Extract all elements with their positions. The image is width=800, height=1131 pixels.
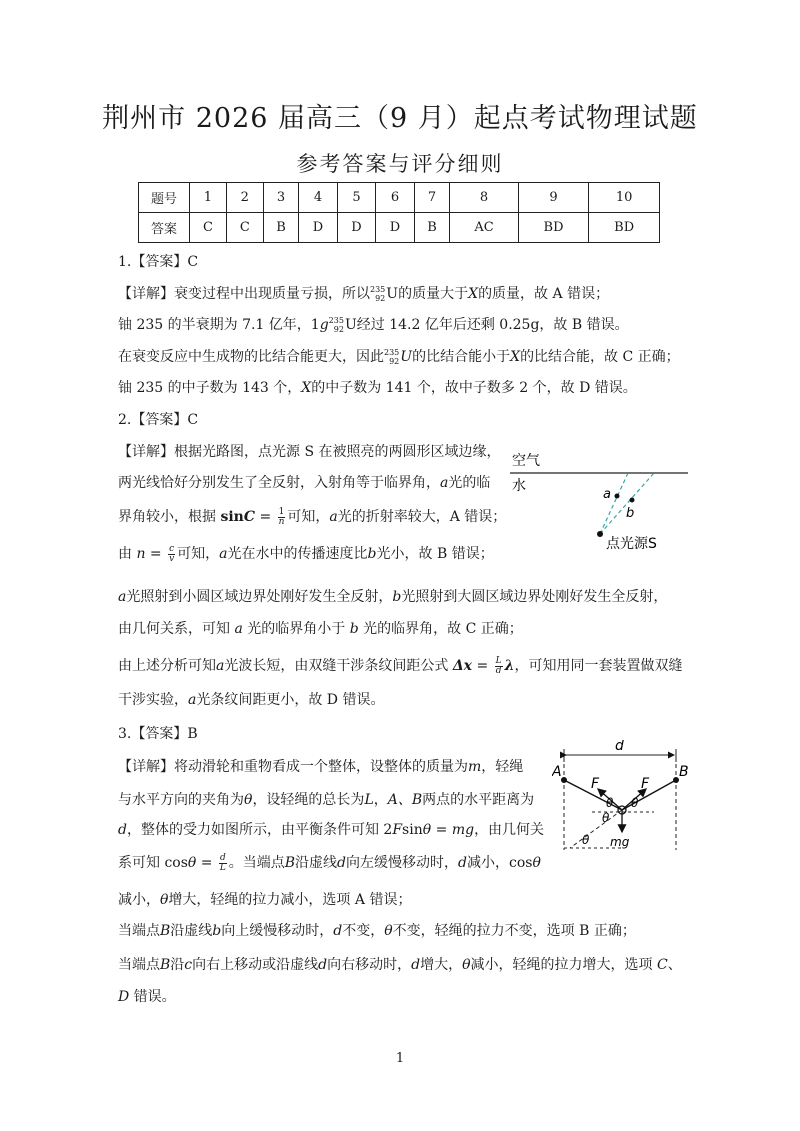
table-cell: BD xyxy=(518,213,589,243)
symbol: X xyxy=(510,349,521,365)
symbol: A、B xyxy=(387,792,423,808)
text: ，由几何关 xyxy=(474,822,545,838)
table-cell: C xyxy=(190,213,227,243)
label-theta: θ xyxy=(606,796,614,810)
page-title: 荆州市 2026 届高三（9 月）起点考试物理试题 xyxy=(102,103,698,134)
text: 当端点 xyxy=(118,957,160,973)
text: ，设轻绳的总长为 xyxy=(252,792,365,808)
text: 光在水中的传播速度比 xyxy=(227,546,368,562)
table-cell: D xyxy=(337,213,375,243)
q2-heading: 2.【答案】C xyxy=(118,412,199,428)
symbol: B xyxy=(284,855,296,871)
table-cell: 10 xyxy=(589,183,660,213)
ray-b xyxy=(600,473,654,534)
symbol: a xyxy=(440,475,449,491)
text: ， xyxy=(373,792,388,808)
isotope-numbers xyxy=(384,348,399,366)
symbol: U xyxy=(386,286,399,302)
symbol: b xyxy=(392,589,402,605)
table-cell: D xyxy=(299,213,337,243)
text: 光照射到小圆区域边界处刚好发生全反射， xyxy=(126,589,393,605)
q2-line1: 【详解】根据光路图，点光源 S 在被照亮的两圆形区域边缘， xyxy=(118,444,501,460)
symbol: d xyxy=(411,957,421,973)
isotope-numbers xyxy=(329,316,344,334)
symbol: X xyxy=(301,380,312,396)
table-row-answers xyxy=(139,213,660,243)
table-cell: B xyxy=(414,213,450,243)
page-number: 1 xyxy=(395,1051,405,1066)
text: 【详解】衰变过程中出现质量亏损，所以 xyxy=(118,286,370,302)
numerator: L xyxy=(495,655,502,666)
light-source-dot xyxy=(597,531,603,537)
q3-line8 xyxy=(118,987,176,1007)
force-diagram xyxy=(552,740,692,858)
q1-line4 xyxy=(118,378,637,398)
symbol: a xyxy=(188,692,197,708)
text: 光的临界角小于 xyxy=(242,621,350,637)
q2-line4 xyxy=(118,544,494,564)
table-row-numbers xyxy=(139,183,660,213)
numerator: c xyxy=(169,543,175,554)
refraction-diagram xyxy=(508,448,690,560)
formula: λ xyxy=(504,658,515,674)
label-B: B xyxy=(679,764,689,780)
text: 增大，轻绳的拉力减小，选项 A 错误； xyxy=(168,892,412,908)
q2-line8 xyxy=(118,690,384,710)
label-F-left: F xyxy=(591,776,600,792)
atomic-number: 92 xyxy=(389,357,400,366)
table-cell: 4 xyxy=(299,183,337,213)
text: 不变， xyxy=(342,923,385,939)
text: 向右移动时， xyxy=(327,957,412,973)
text: 向右上移动或沿虚线 xyxy=(192,957,319,973)
label-theta: θ xyxy=(602,811,610,825)
q2-line6 xyxy=(118,619,523,639)
answer-table xyxy=(138,182,660,243)
text: 、 xyxy=(667,957,682,973)
text: 两点的水平距离为 xyxy=(422,792,535,808)
text: 可知， xyxy=(177,546,220,562)
text: 光的临界角，故 C 正确； xyxy=(358,621,523,637)
symbol: b xyxy=(367,546,377,562)
symbol: a xyxy=(118,589,127,605)
label-theta: θ xyxy=(582,833,590,847)
table-cell: 1 xyxy=(190,183,227,213)
text: 减小，轻绳的拉力增大，选项 xyxy=(470,957,657,973)
q1-heading: 1.【答案】C xyxy=(118,254,199,270)
text: 由 xyxy=(118,546,137,562)
air-label: 空气 xyxy=(512,453,540,469)
denominator: v xyxy=(169,553,175,564)
q3-line7 xyxy=(118,955,682,975)
q3-line2 xyxy=(118,790,534,810)
symbol: θ xyxy=(160,892,169,908)
text: 系可知 cos xyxy=(118,855,188,871)
symbol: d xyxy=(337,855,347,871)
numerator: 1 xyxy=(278,506,285,517)
denominator: d xyxy=(495,665,502,676)
text: 干涉实验， xyxy=(118,692,188,708)
fraction xyxy=(219,854,227,873)
table-cell: D xyxy=(376,213,414,243)
source-label: 点光源S xyxy=(606,536,657,552)
point-A-dot xyxy=(561,777,567,783)
q2-line7 xyxy=(118,656,682,676)
table-cell: 7 xyxy=(414,183,450,213)
answer-header: 答案 xyxy=(139,213,190,243)
numerator: d xyxy=(219,852,226,863)
point-a-dot xyxy=(615,494,620,499)
q1-line2 xyxy=(118,315,629,335)
isotope-numbers xyxy=(370,285,385,303)
mass-number: 235 xyxy=(384,348,400,357)
q3-heading: 3.【答案】B xyxy=(118,726,198,742)
formula: = xyxy=(145,546,167,562)
label-mg: mg xyxy=(610,835,630,849)
table-cell: B xyxy=(263,213,299,243)
atomic-number: 92 xyxy=(333,325,344,334)
table-cell: C xyxy=(226,213,263,243)
label-a: a xyxy=(603,487,611,502)
label-b: b xyxy=(626,506,635,521)
symbol: a xyxy=(329,509,338,525)
symbol: θ xyxy=(532,855,541,871)
text: 的比结合能小于 xyxy=(412,349,511,365)
formula: mg xyxy=(451,822,475,838)
formula: θ xyxy=(422,822,432,838)
q3-line4 xyxy=(118,853,541,873)
formula: sin xyxy=(220,509,244,525)
mass-number: 235 xyxy=(370,285,386,294)
text: 光波长短，由双缝干涉条纹间距公式 xyxy=(224,658,453,674)
point-b-dot xyxy=(630,498,635,503)
symbol: d xyxy=(318,957,328,973)
symbol: L xyxy=(364,792,374,808)
text: 的质量大于 xyxy=(398,286,469,302)
symbol: B xyxy=(160,957,171,973)
text: ，整体的受力如图所示，由平衡条件可知 2 xyxy=(126,822,393,838)
text: 由上述分析可知 xyxy=(118,658,216,674)
formula: = xyxy=(196,855,217,871)
text: 由几何关系，可知 xyxy=(118,621,235,637)
symbol: d xyxy=(333,923,343,939)
formula: C xyxy=(243,509,255,525)
label-theta: θ xyxy=(631,796,639,810)
text: 在衰变反应中生成物的比结合能更大，因此 xyxy=(118,349,384,365)
q2-line2 xyxy=(118,473,490,493)
text: 的中子数为 141 个，故中子数多 2 个，故 D 错误。 xyxy=(311,380,637,396)
symbol: U xyxy=(344,317,357,333)
row-header: 题号 xyxy=(139,183,190,213)
symbol: θ xyxy=(244,792,253,808)
text: 光小，故 B 错误； xyxy=(376,546,494,562)
denominator: n xyxy=(278,516,285,527)
symbol: d xyxy=(458,855,467,871)
symbol: c xyxy=(184,957,193,973)
table-cell: 9 xyxy=(518,183,589,213)
label-d: d xyxy=(615,740,624,754)
table-cell: BD xyxy=(589,213,660,243)
symbol: a xyxy=(234,621,243,637)
denominator: L xyxy=(219,862,226,873)
symbol: a xyxy=(216,658,225,674)
text: 沿虚线 xyxy=(170,923,213,939)
page-subtitle: 参考答案与评分细则 xyxy=(296,152,504,176)
table-cell: 3 xyxy=(263,183,299,213)
text: 不变，轻绳的拉力不变，选项 B 正确； xyxy=(392,923,636,939)
symbol: X xyxy=(468,286,479,302)
text: 可知， xyxy=(287,509,330,525)
symbol: U xyxy=(400,349,413,365)
text: 的质量，故 A 错误； xyxy=(478,286,610,302)
label-A: A xyxy=(552,764,562,780)
text: 光的临 xyxy=(448,475,491,491)
text: 的比结合能，故 C 正确； xyxy=(520,349,680,365)
formula: = xyxy=(255,509,276,525)
label-F-right: F xyxy=(641,776,650,792)
text: 光的折射率较大，A 错误； xyxy=(337,509,507,525)
text: ，可知用同一套装置做双缝 xyxy=(514,658,683,674)
q2-line3 xyxy=(118,507,506,527)
text: 减小，cos xyxy=(466,855,533,871)
q3-line6 xyxy=(118,921,636,941)
fraction xyxy=(278,508,286,527)
text: 当端点 xyxy=(118,923,160,939)
formula: F xyxy=(392,822,403,838)
table-cell: 2 xyxy=(226,183,263,213)
fraction xyxy=(495,657,503,676)
q3-line1 xyxy=(118,757,523,777)
atomic-number: 92 xyxy=(375,294,386,303)
table-cell: 8 xyxy=(450,183,518,213)
text: 错误。 xyxy=(129,989,176,1005)
text: 减小， xyxy=(118,892,160,908)
symbol: θ xyxy=(384,923,393,939)
text: 【详解】将动滑轮和重物看成一个整体，设整体的质量为 xyxy=(118,759,468,775)
text: 。当端点 xyxy=(228,855,285,871)
symbol: g xyxy=(319,317,329,333)
symbol: b xyxy=(212,923,222,939)
formula: = xyxy=(472,658,493,674)
text: 界角较小，根据 xyxy=(118,509,221,525)
table-cell: 6 xyxy=(376,183,414,213)
text: 增大， xyxy=(420,957,463,973)
q3-line5 xyxy=(118,890,411,910)
text: ，轻绳 xyxy=(481,759,524,775)
q1-line3 xyxy=(118,347,680,367)
symbol: C xyxy=(656,957,668,973)
text: 光条纹间距更小，故 D 错误。 xyxy=(196,692,385,708)
formula: Δx xyxy=(452,658,473,674)
symbol: d xyxy=(118,822,127,838)
q1-line1 xyxy=(118,284,609,304)
text: 向左缓慢移动时， xyxy=(346,855,459,871)
mass-number: 235 xyxy=(328,316,344,325)
text: 沿虚线 xyxy=(295,855,338,871)
text: 铀 235 的半衰期为 7.1 亿年，1 xyxy=(118,317,320,333)
water-label: 水 xyxy=(512,478,526,494)
symbol: b xyxy=(349,621,359,637)
symbol: B xyxy=(160,923,171,939)
formula: = xyxy=(431,822,452,838)
formula: sin xyxy=(402,822,423,838)
formula: n xyxy=(136,546,146,562)
symbol: m xyxy=(468,759,482,775)
text: 向上缓慢移动时， xyxy=(221,923,334,939)
q3-line3 xyxy=(118,820,544,840)
symbol: D xyxy=(118,989,130,1005)
text: 光照射到大圆区域边界处刚好发生全反射， xyxy=(401,589,668,605)
text: 经过 14.2 亿年后还剩 0.25g，故 B 错误。 xyxy=(356,317,629,333)
symbol: a xyxy=(219,546,228,562)
ray-a xyxy=(600,473,628,534)
text: 沿 xyxy=(170,957,185,973)
fraction xyxy=(168,545,175,564)
text: 与水平方向的夹角为 xyxy=(118,792,244,808)
text: 铀 235 的中子数为 143 个， xyxy=(118,380,302,396)
text: 两光线恰好分别发生了全反射，入射角等于临界角， xyxy=(118,475,440,491)
table-cell: 5 xyxy=(337,183,375,213)
formula: θ xyxy=(187,855,197,871)
table-cell: AC xyxy=(450,213,518,243)
symbol: θ xyxy=(462,957,471,973)
q2-line5 xyxy=(118,587,667,607)
